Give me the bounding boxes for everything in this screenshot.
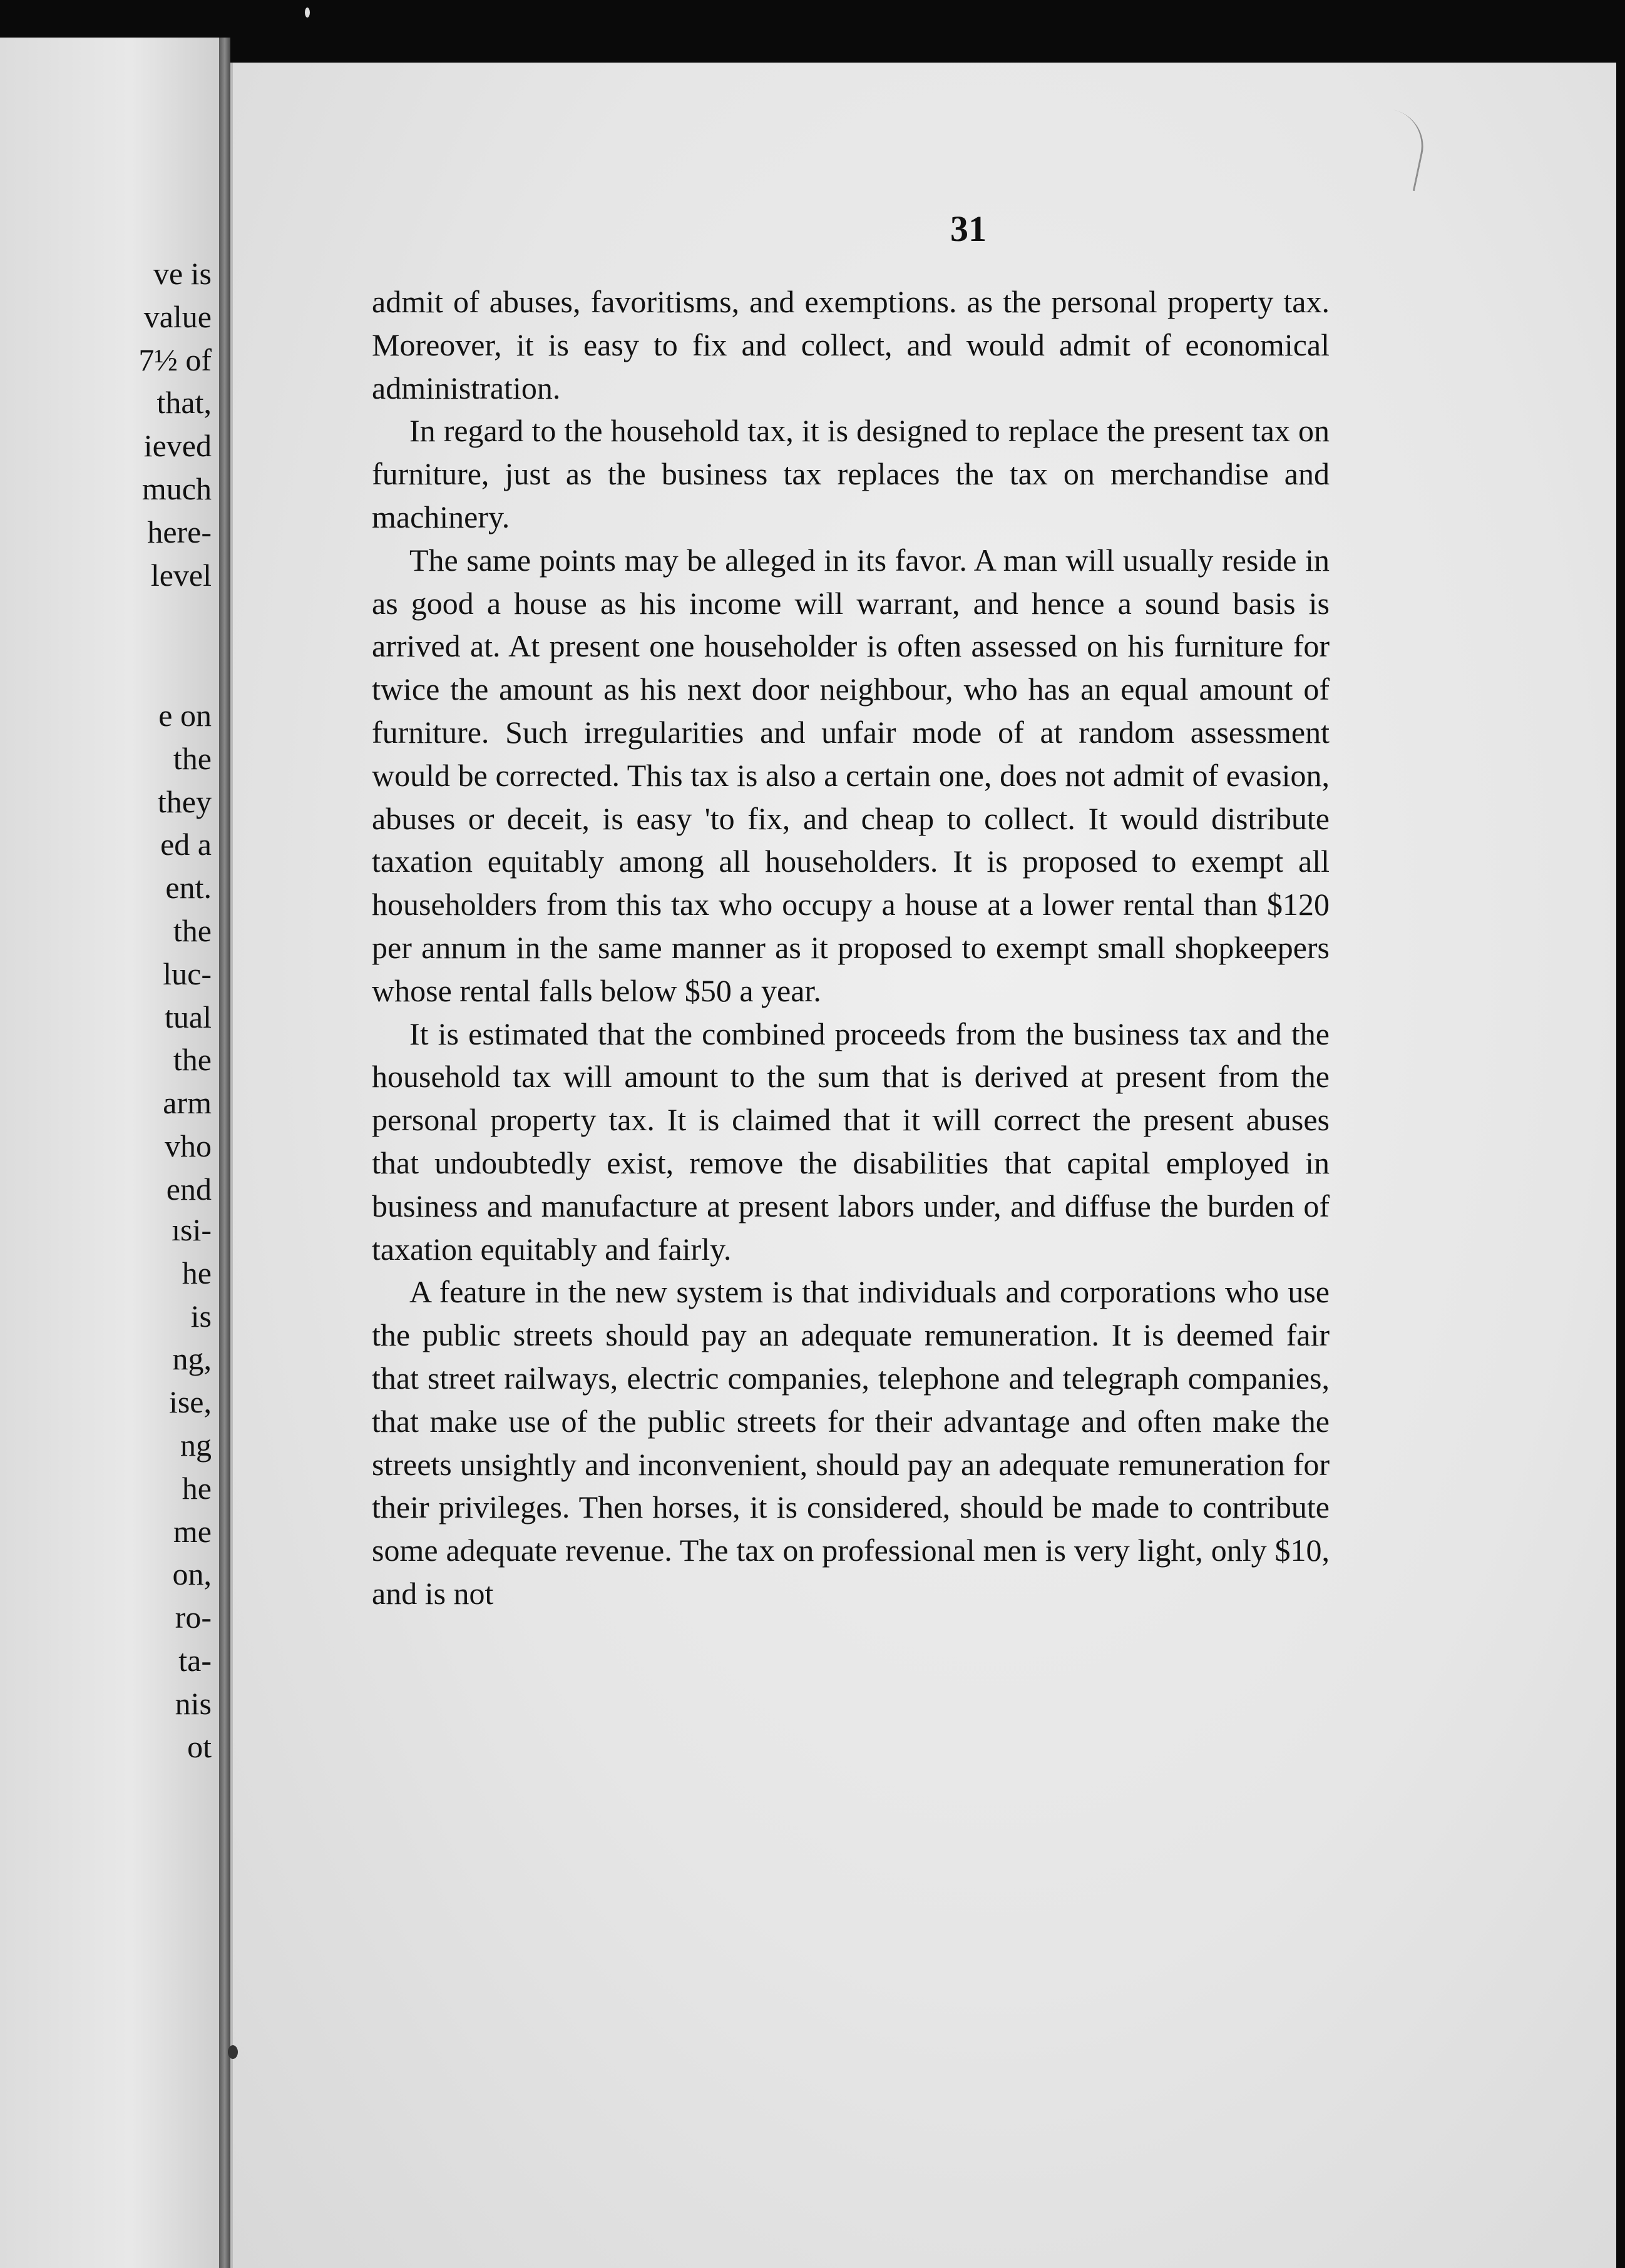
previous-page-fragment: end — [166, 1171, 212, 1207]
previous-page-fragment: ve is — [153, 256, 212, 291]
previous-page-fragment: ng, — [172, 1341, 212, 1377]
paragraph-5: A feature in the new system is that individuals and corporations who use the public streets should pay an adequate remuneration. It is deemed fair that street railways, electric companies, telephone and telegraph companies, that make use of the public streets for their advantage and often make the streets unsightly and inconvenient, should pay an adequate remuneration for their privileges. Then horses, it is considered, should be made to contribute some adequate revenue. The tax on professional men is very light, only $10, and is not — [372, 1274, 1330, 1611]
previous-page-fragment: ed a — [160, 827, 212, 862]
previous-page-fragment: they — [157, 784, 212, 819]
previous-page-fragment: level — [150, 557, 212, 593]
previous-page-fragment: 7½ of — [138, 342, 212, 377]
previous-page-fragment: he — [182, 1470, 212, 1506]
margin-pencil-mark — [1376, 110, 1430, 191]
previous-page-fragment: he — [182, 1255, 212, 1290]
previous-page-fragment: ta- — [178, 1643, 212, 1678]
previous-page-edge — [0, 38, 219, 2268]
previous-page-fragment: arm — [163, 1085, 212, 1121]
body-text — [372, 280, 1330, 1615]
previous-page-fragment: much — [141, 471, 212, 506]
previous-page-fragment: e on — [158, 698, 212, 733]
previous-page-fragment: the — [173, 913, 212, 948]
previous-page-fragment: ise, — [168, 1384, 212, 1420]
previous-page-fragment: is — [190, 1298, 212, 1334]
previous-page-fragment: the — [173, 740, 212, 776]
previous-page-fragment: nis — [175, 1685, 212, 1721]
document-page — [230, 63, 1616, 2268]
paragraph-2: In regard to the household tax, it is designed to replace the present tax on furniture, just as the business tax replaces the tax on merchandise and machinery. — [372, 413, 1330, 534]
previous-page-fragment: the — [173, 1042, 212, 1078]
previous-page-fragment: ent. — [165, 870, 212, 906]
previous-page-fragment: value — [143, 299, 212, 334]
paragraph-3: The same points may be alleged in its favor. A man will usually reside in as good a house as his income will warrant, and hence a sound basis is arrived at. At present one householder is often assessed on his furniture for twice the amount as his next door neighbour, who has an equal amount of furniture. Such irregularities and unfair mode of at random assessment would be corrected. This tax is also a certain one, does not admit of evasion, abuses or deceit, is easy 'to fix, and cheap to collect. It would distribute taxation equitably among all householders. It is proposed to exempt all householders from this tax who occupy a house at a lower rental than $120 per annum in the same manner as it proposed to exempt small shopkeepers whose rental falls below $50 a year. — [372, 542, 1330, 1008]
previous-page-fragment: ro- — [175, 1600, 212, 1635]
previous-page-fragment: ng — [180, 1428, 212, 1463]
previous-page-fragment: ot — [187, 1729, 212, 1764]
scan-speck — [228, 2045, 238, 2059]
page-number: 31 — [950, 208, 987, 249]
previous-page-fragment: that, — [156, 385, 212, 421]
previous-page-fragment: tual — [165, 999, 212, 1034]
scan-speck — [305, 8, 310, 18]
previous-page-fragment: on, — [172, 1556, 212, 1592]
paragraph-4: It is estimated that the combined proceeds from the business tax and the household tax will amount to the sum that is derived at present from the personal property tax. It is claimed that it will correct the present abuses that undoubtedly exist, remove the disabilities that capital employed in business and manufacture at present labors under, and diffuse the burden of taxation equitably and fairly. — [372, 1016, 1330, 1267]
previous-page-fragment: vho — [165, 1128, 212, 1163]
book-gutter — [219, 38, 230, 2268]
previous-page-fragment: me — [173, 1513, 212, 1549]
previous-page-fragment: ısi- — [172, 1212, 212, 1247]
previous-page-fragment: luc- — [163, 956, 212, 991]
previous-page-fragment: ieved — [143, 428, 212, 464]
previous-page-fragment: here- — [147, 514, 212, 549]
paragraph-1: admit of abuses, favoritisms, and exemptions. as the personal property tax. Moreover, it is easy to fix and collect, and would admit of economical administration. — [372, 284, 1330, 406]
